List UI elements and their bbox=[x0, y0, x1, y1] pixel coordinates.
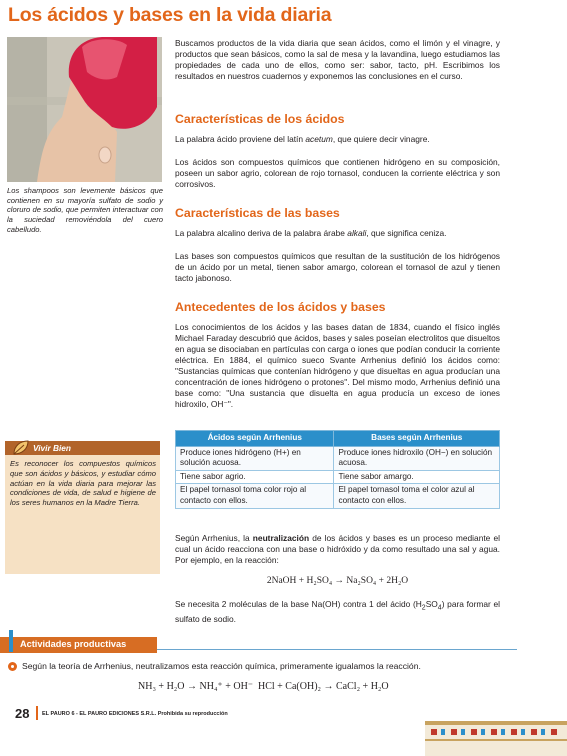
intro-paragraph: Buscamos productos de la vida diaria que sean ácidos, como el limón y el vinagre, y productos que sean básicos, como la sal de mesa y la lavandina, luego estudiamos las propiedades de cada uno de ellos, como ser: sabor, tacto, pH. Escribimos los resultados en nuestros cuadernos y exponemos las conclusiones en el curso. bbox=[175, 38, 500, 81]
shampoo-hand-illustration bbox=[7, 37, 162, 182]
table-row bbox=[176, 446, 500, 470]
table-cell: El papel tornasol toma color rojo al contacto con ellos. bbox=[176, 484, 334, 508]
leaf-icon bbox=[12, 440, 30, 456]
vivir-bien-text: Es reconocer los compuestos químicos que son ácidos y básicos, y estudiar cómo actúan en la vida diaria para mejorar las condiciones de vida, de salud e higiene de los seres humanos en la Madre Tierra. bbox=[10, 459, 156, 508]
acidos-paragraph-1: La palabra ácido proviene del latín acetum, que quiere decir vinagre. bbox=[175, 134, 430, 144]
divider bbox=[157, 649, 517, 650]
bases-paragraph-1: La palabra alcalino deriva de la palabra árabe alkali, que significa ceniza. bbox=[175, 228, 447, 238]
heading-bases: Características de las bases bbox=[175, 206, 340, 220]
neutralizacion-conclusion: Se necesita 2 moléculas de la base Na(OH) contra 1 del ácido $(H_2SO_4)$ para formar el sulfato de sodio. bbox=[175, 599, 500, 624]
shampoo-photo bbox=[7, 37, 162, 182]
table-cell: El papel tornasol toma el color azul al contacto con ellos. bbox=[334, 484, 500, 508]
table-header-bases: Bases según Arrhenius bbox=[334, 431, 500, 447]
table-row bbox=[176, 470, 500, 484]
table-cell: Produce iones hidroxilo (OH−) en solución acuosa. bbox=[334, 446, 500, 470]
antecedentes-paragraph: Los conocimientos de los ácidos y las bases datan de 1834, cuando el físico inglés Michael Faraday descubrió que ácidos, bases y sales poseían electrolitos que disueltos en agua se disociaban en partículas con carga o iones que podían conducir la corriente eléctrica. En 1884, el químico sueco Svante Arrhenius definió los ácidos como: "Sustancias químicas que contenían hidrógeno y que disueltas en agua producían una concentración de iones hidrógeno o protones". Del mismo modo, Arrhenius definió una base como: "Una sustancia que disuelta en agua producía un exceso de iones hidroxilo, OH⁻". bbox=[175, 322, 500, 409]
actividades-text: Según la teoría de Arrhenius, neutralizamos esta reacción química, primeramente igualamos la reacción. bbox=[22, 661, 421, 671]
footer-text: EL PAURO 6 - EL PAURO EDICIONES S.R.L. Prohibida su reproducción bbox=[42, 711, 228, 717]
table-cell: Tiene sabor agrio. bbox=[176, 470, 334, 484]
table-row bbox=[176, 484, 500, 508]
neutralizacion-equation: 2NaOH + H₂SO₄ → Na₂SO₄ + 2H₂O bbox=[266, 576, 409, 586]
photo-caption: Los shampoos son levemente básicos que contienen en su mayoría sulfato de sodio y cloruro de sodio, que permiten interactuar con la suciedad removiéndola del cuero cabelludo. bbox=[7, 186, 163, 234]
acidos-paragraph-2: Los ácidos son compuestos químicos que contienen hidrógeno en su composición, poseen un sabor agrio, colorean de rojo tornasol, conducen la corriente eléctrica y son corrosivos. bbox=[175, 157, 500, 189]
heading-antecedentes: Antecedentes de los ácidos y bases bbox=[175, 300, 386, 314]
table-header-acidos: Ácidos según Arrhenius bbox=[176, 431, 334, 447]
vivir-bien-title: Vivir Bien bbox=[33, 443, 71, 453]
arrhenius-table bbox=[175, 430, 500, 509]
neutralizacion-paragraph: Según Arrhenius, la neutralización de los ácidos y bases es un proceso mediante el cual un ácido reacciona con una base o hidróxido y da como resultado una sal y agua. Por ejemplo, en la reacción: bbox=[175, 533, 500, 565]
decorative-pattern bbox=[425, 721, 567, 756]
activity-equation-1: NH₃ + H₂O → NH₄⁺ + OH⁻ bbox=[138, 681, 254, 692]
footer-divider bbox=[36, 706, 38, 720]
heading-acidos: Características de los ácidos bbox=[175, 112, 345, 126]
bases-paragraph-2: Las bases son compuestos químicos que resultan de la sustitución de los hidrógenos de un ácido por un metal, tienen sabor amargo, colorean el tornasol de azul y tienen tacto jabonoso. bbox=[175, 251, 500, 283]
page-title: Los ácidos y bases en la vida diaria bbox=[8, 4, 332, 26]
bullet-icon bbox=[8, 662, 17, 671]
table-cell: Produce iones hidrógeno (H+) en solución acuosa. bbox=[176, 446, 334, 470]
pin-icon bbox=[6, 630, 16, 652]
activity-equation-2: HCl + Ca(OH)₂ → CaCl₂ + H₂O bbox=[258, 681, 389, 692]
actividades-title: Actividades productivas bbox=[20, 639, 127, 649]
page-number: 28 bbox=[15, 706, 30, 721]
table-cell: Tiene sabor amargo. bbox=[334, 470, 500, 484]
footer bbox=[0, 700, 567, 756]
